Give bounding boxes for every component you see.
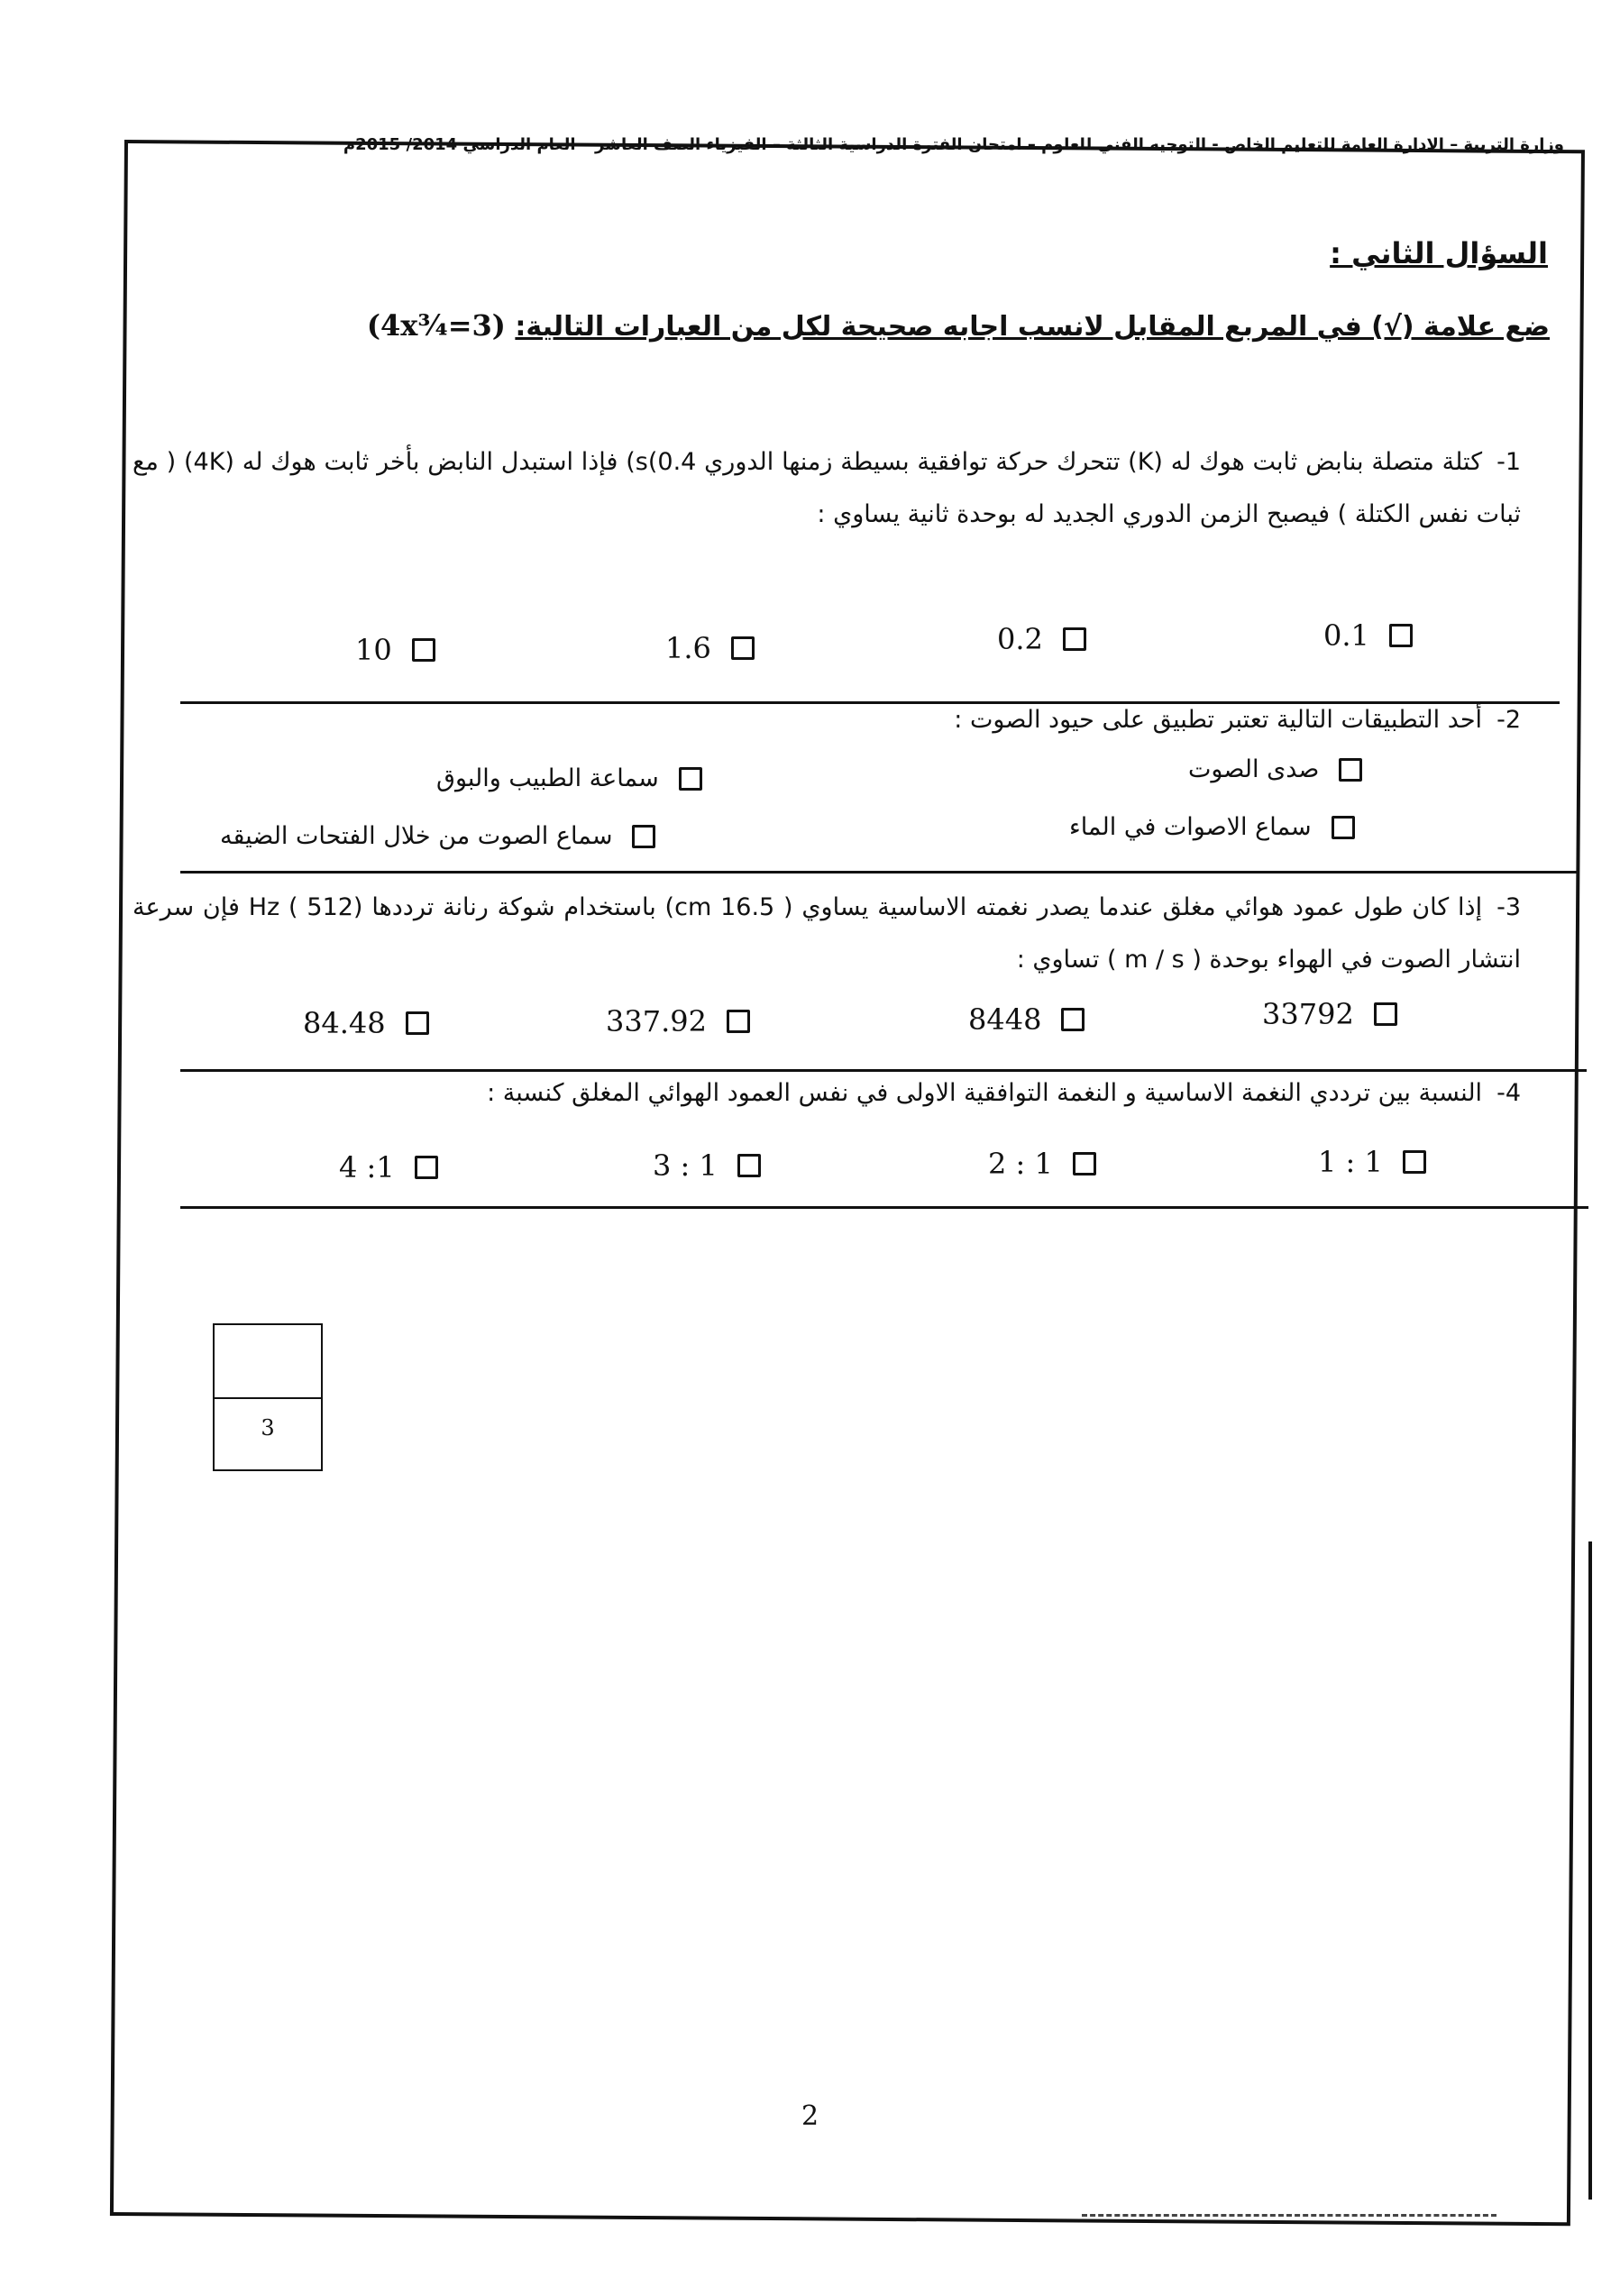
- q1-option-1[interactable]: [1323, 618, 1413, 653]
- option-label: 8448: [968, 1002, 1042, 1037]
- q3-option-1[interactable]: [1262, 997, 1397, 1031]
- option-label: 4 :1: [339, 1150, 395, 1185]
- option-label: 33792: [1262, 997, 1354, 1031]
- score-box-divider: [215, 1397, 321, 1399]
- option-label: 84.48: [303, 1006, 386, 1040]
- checkbox-icon[interactable]: [1073, 1152, 1096, 1175]
- checkbox-icon[interactable]: [727, 1010, 750, 1033]
- option-label: 0.2: [997, 622, 1043, 656]
- question-text: النسبة بين ترددي النغمة الاساسية و النغمة التوافقية الاولى في نفس العمود الهوائي المغلق كنسبة :: [487, 1079, 1483, 1107]
- q3-option-2[interactable]: [968, 1002, 1085, 1037]
- q2-option-3[interactable]: [1069, 813, 1355, 841]
- question-number: 4-: [1496, 1079, 1521, 1107]
- checkbox-icon[interactable]: [412, 638, 435, 662]
- checkbox-icon[interactable]: [1403, 1150, 1426, 1174]
- option-label: 10: [355, 633, 392, 667]
- question-text: كتلة متصلة بنابض ثابت هوك له (K) تتحرك حركة توافقية بسيطة زمنها الدوري 0.4)s) فإذا استبدل النابض بأخر ثابت هوك له (4K) ( مع ثبات نفس الكتلة ) فيصبح الزمن الدوري الجديد له بوحدة ثانية يساوي :: [133, 448, 1521, 528]
- q2-option-1[interactable]: [1188, 755, 1362, 783]
- option-label: سماع الصوت من خلال الفتحات الضيقه: [220, 822, 613, 850]
- checkbox-icon[interactable]: [731, 636, 755, 660]
- option-label: صدى الصوت: [1188, 755, 1320, 783]
- instruction: [197, 299, 1550, 353]
- q4-option-1[interactable]: [1318, 1145, 1426, 1179]
- checkbox-icon[interactable]: [679, 767, 702, 791]
- question-2: [133, 694, 1521, 746]
- q4-option-2[interactable]: [988, 1147, 1096, 1181]
- checkbox-icon[interactable]: [1332, 816, 1355, 839]
- q2-option-2[interactable]: [436, 764, 702, 792]
- score-value: 3: [261, 1415, 275, 1441]
- checkbox-icon[interactable]: [1063, 627, 1086, 651]
- checkbox-icon[interactable]: [415, 1156, 438, 1179]
- q1-option-2[interactable]: [997, 622, 1086, 656]
- q2-option-4[interactable]: [220, 822, 655, 850]
- exam-header: وزارة التربية – الادارة العامة للتعليم الخاص - التوجيه الفني للعلوم – امتحان الفترة الدراسية الثالثة – الفيزياء الصف العاشر – العام الدراسي 2014/ 2015م: [343, 135, 1564, 154]
- q3-option-4[interactable]: [303, 1006, 429, 1040]
- q1-option-4[interactable]: [355, 633, 435, 667]
- q3-option-3[interactable]: [606, 1004, 750, 1038]
- q4-option-4[interactable]: [339, 1150, 438, 1185]
- checkbox-icon[interactable]: [406, 1011, 429, 1035]
- divider: [180, 871, 1578, 874]
- question-number: 3-: [1496, 893, 1522, 921]
- question-3: [133, 882, 1521, 986]
- checkbox-icon[interactable]: [1339, 758, 1362, 782]
- question-text: إذا كان طول عمود هوائي مغلق عندما يصدر نغمته الاساسية يساوي ( 16.5 cm) باستخدام شوكة رنانة ترددها Hz ( 512) فإن سرعة انتشار الصوت في الهواء بوحدة ( m / s ) تساوي :: [133, 893, 1521, 974]
- option-label: 1 : 1: [1318, 1145, 1383, 1179]
- scan-edge-line: [1588, 1541, 1592, 2200]
- checkbox-icon[interactable]: [1374, 1002, 1397, 1026]
- option-label: سماعة الطبيب والبوق: [436, 764, 659, 792]
- question-number: 1-: [1496, 448, 1521, 476]
- question-text: أحد التطبيقات التالية تعتبر تطبيق على حيود الصوت :: [954, 706, 1483, 734]
- option-label: سماع الاصوات في الماء: [1069, 813, 1312, 841]
- checkbox-icon[interactable]: [737, 1154, 761, 1177]
- option-label: 337.92: [606, 1004, 707, 1038]
- instruction-text: ضع علامة (√) في المربع المقابل لانسب اجابه صحيحة لكل من العبارات التالية:: [515, 311, 1550, 343]
- score-box: [213, 1323, 323, 1471]
- section-title: السؤال الثاني :: [1330, 236, 1548, 270]
- scan-dashed-line: [1082, 2214, 1496, 2217]
- q4-option-3[interactable]: [653, 1148, 761, 1183]
- question-4: [133, 1067, 1521, 1120]
- marks-formula: (4x¾=3): [366, 308, 506, 343]
- divider: [180, 1206, 1588, 1209]
- option-label: 3 : 1: [653, 1148, 718, 1183]
- page-number: 2: [801, 2100, 819, 2132]
- checkbox-icon[interactable]: [1389, 624, 1413, 647]
- option-label: 0.1: [1323, 618, 1369, 653]
- option-label: 2 : 1: [988, 1147, 1053, 1181]
- option-label: 1.6: [665, 631, 711, 665]
- question-number: 2-: [1496, 706, 1521, 734]
- checkbox-icon[interactable]: [632, 825, 655, 848]
- checkbox-icon[interactable]: [1061, 1008, 1085, 1031]
- q1-option-3[interactable]: [665, 631, 755, 665]
- question-1: [133, 436, 1521, 541]
